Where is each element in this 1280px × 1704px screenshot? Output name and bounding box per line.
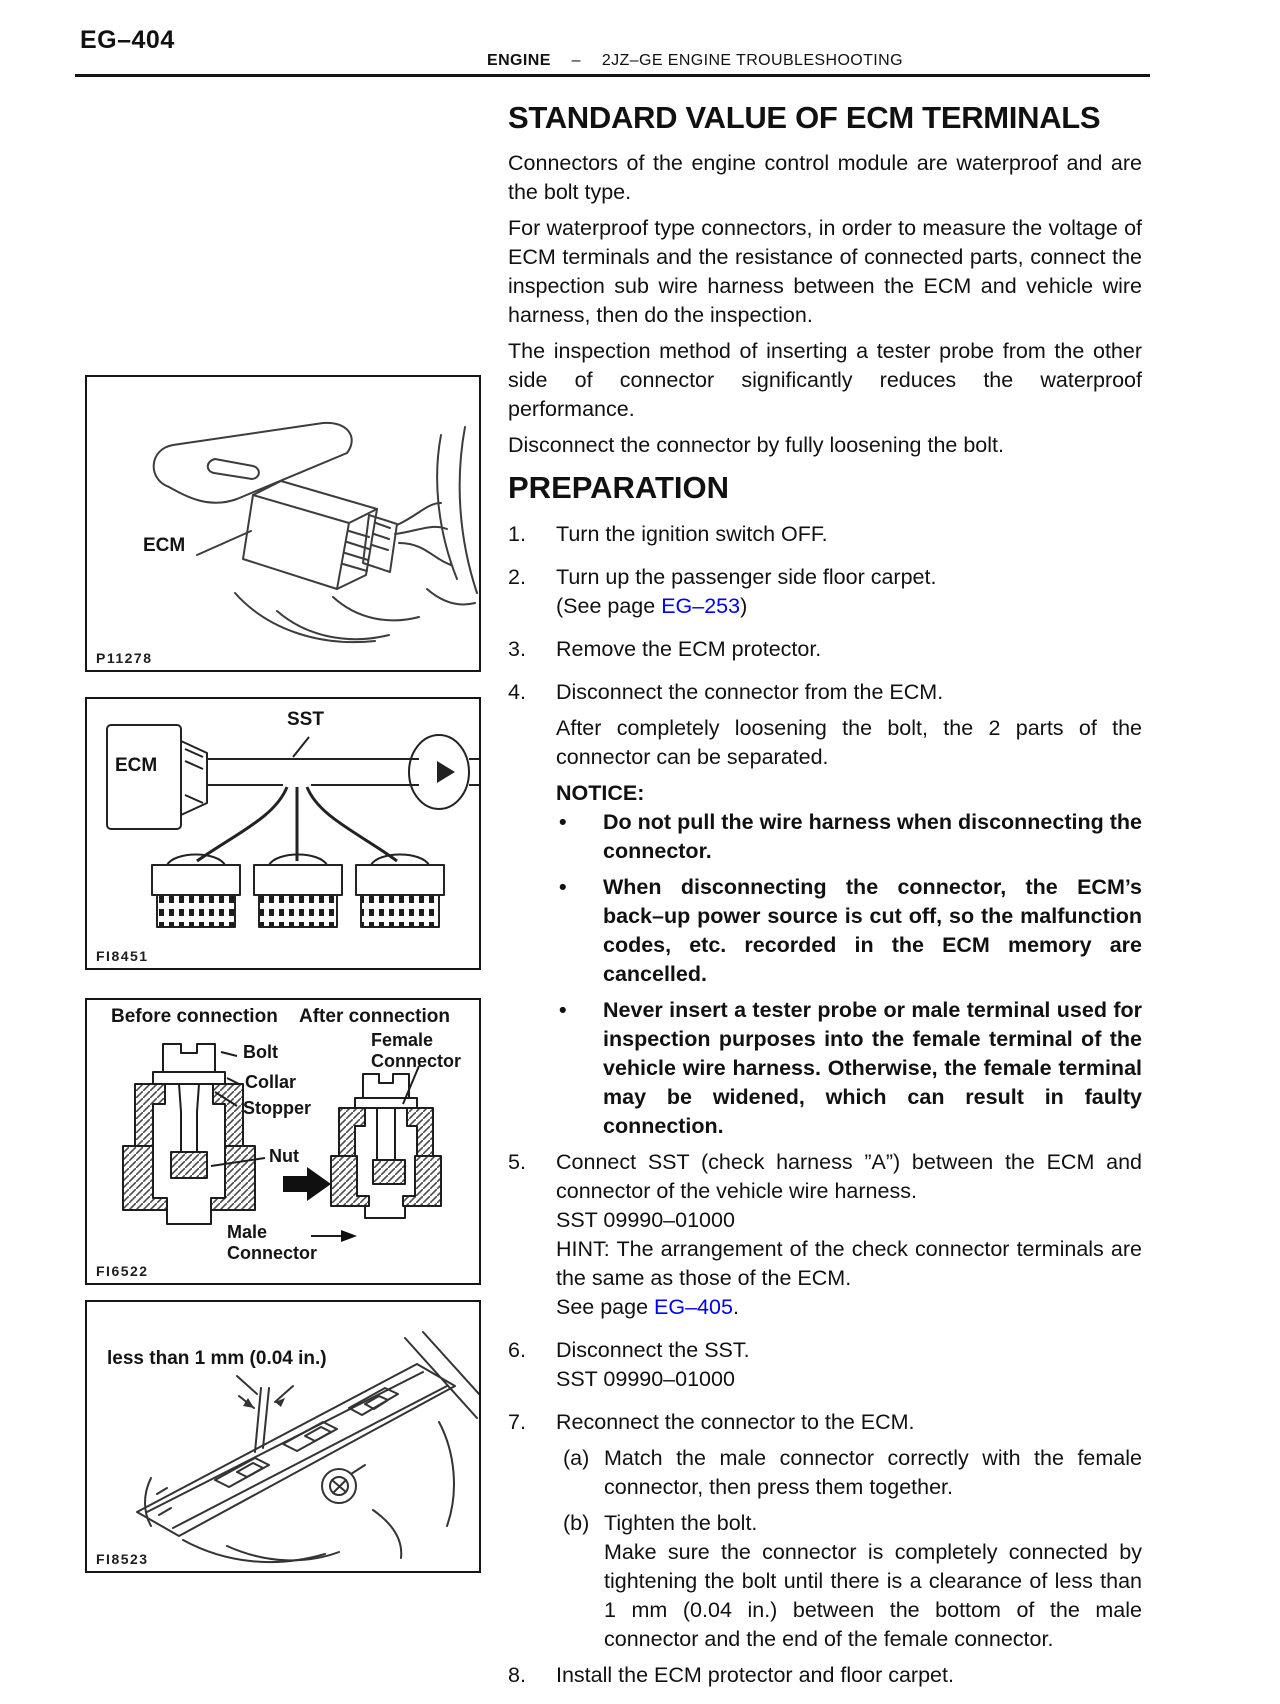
bolt-label: Bolt: [243, 1042, 278, 1062]
substep-a: [556, 1444, 1142, 1509]
notice-label: NOTICE:: [556, 781, 645, 805]
see-page-line: [556, 1293, 1142, 1322]
step-number: 6.: [508, 1338, 526, 1362]
step-text: Turn up the passenger side floor carpet.: [556, 565, 937, 589]
step-number: 4.: [508, 680, 526, 704]
sst-harness-drawing: [87, 699, 479, 968]
step-3: [508, 635, 1142, 671]
figure-code: FI6522: [96, 1263, 149, 1279]
header-separator: –: [571, 52, 581, 69]
collar-label: Collar: [245, 1072, 297, 1092]
paragraph: Connectors of the engine control module are waterproof and are the bolt type.: [508, 151, 1142, 204]
ecm-location-drawing: [87, 377, 479, 670]
figure-sst-harness: [85, 697, 481, 970]
running-header: [110, 52, 1280, 70]
section-title-preparation: PREPARATION: [508, 470, 730, 505]
figure-connector-section: [85, 998, 481, 1285]
see-page-suffix: ): [740, 594, 748, 618]
bullet-glyph: •: [559, 998, 567, 1022]
page-link-eg-405[interactable]: EG–405: [654, 1295, 733, 1319]
male-connector-label: Male Connector: [227, 1222, 317, 1263]
substep-label: (a): [563, 1446, 590, 1470]
sst-callout-label: SST: [287, 709, 324, 730]
step-7: [508, 1408, 1142, 1654]
paragraph: Disconnect the connector by fully loosening the bolt.: [508, 433, 1004, 457]
step-2: [508, 563, 1142, 628]
step-number: 7.: [508, 1410, 526, 1434]
notice-text: When disconnecting the connector, the ECM’s back–up power source is cut off, so the malfunction codes, etc. recorded in the ECM memory are cancelled.: [603, 875, 1142, 986]
step-text: Install the ECM protector and floor carpet.: [556, 1663, 954, 1687]
step-text: Turn the ignition switch OFF.: [556, 522, 828, 546]
step-text: Connect SST (check harness ”A”) between the ECM and connector of the vehicle wire harness.: [556, 1150, 1142, 1203]
figure-code: P11278: [96, 650, 153, 666]
see-page-suffix: .: [732, 1295, 739, 1319]
figure-clearance-check: [85, 1300, 481, 1573]
see-page-prefix: (See page: [556, 594, 662, 618]
step-number: 1.: [508, 522, 526, 546]
paragraph: The inspection method of inserting a tester probe from the other side of connector significantly reduces the waterproof performance.: [508, 339, 1142, 421]
step-1: [508, 520, 1142, 556]
text-column: [508, 100, 1142, 1704]
notice-item: [556, 996, 1142, 1141]
ecm-callout-label: ECM: [115, 755, 158, 776]
step-5: [508, 1148, 1142, 1329]
substep-b: [556, 1509, 1142, 1654]
notice-text: Never insert a tester probe or male terminal used for inspection purposes into the female terminal of the vehicle wire harness. Otherwise, the female terminal may be widened, which can result in faulty connection.: [603, 998, 1142, 1138]
sst-number: SST 09990–01000: [556, 1367, 735, 1391]
step-text: Remove the ECM protector.: [556, 637, 822, 661]
step-number: 5.: [508, 1150, 526, 1174]
female-connector-label: Female Connector: [371, 1030, 461, 1071]
header-rule: [75, 74, 1150, 77]
bullet-glyph: •: [559, 810, 567, 834]
step-number: 8.: [508, 1663, 526, 1687]
paragraph: For waterproof type connectors, in order to measure the voltage of ECM terminals and the resistance of connected parts, connect the inspection sub wire harness between the ECM and vehicle wire harness, then do the inspection.: [508, 216, 1142, 327]
notice-text: Do not pull the wire harness when disconnecting the connector.: [603, 810, 1142, 863]
bullet-glyph: •: [559, 875, 567, 899]
step-number: 3.: [508, 637, 526, 661]
page-number: EG–404: [80, 26, 175, 54]
step-text: Disconnect the SST.: [556, 1338, 750, 1362]
notice-item: [556, 808, 1142, 873]
clearance-drawing: [87, 1302, 479, 1571]
step-text: Disconnect the connector from the ECM.: [556, 680, 944, 704]
notice-item: [556, 873, 1142, 996]
header-section: ENGINE: [487, 52, 551, 69]
before-connection-label: Before connection: [111, 1006, 278, 1027]
substep-detail: Make sure the connector is completely connected by tightening the bolt until there is a clearance of less than 1 mm (0.04 in.) between the bottom of the male connector and the end of the female connector.: [604, 1540, 1142, 1651]
substep-label: (b): [563, 1511, 590, 1535]
figure-ecm-location: [85, 375, 481, 672]
step-note: After completely loosening the bolt, the 2 parts of the connector can be separated.: [556, 716, 1142, 769]
substep-text: Match the male connector correctly with the female connector, then press them together.: [604, 1446, 1142, 1499]
substep-text: Tighten the bolt.: [604, 1511, 758, 1535]
ecm-callout-label: ECM: [143, 535, 186, 556]
step-4: [508, 678, 1142, 1141]
clearance-callout-label: less than 1 mm (0.04 in.): [107, 1348, 327, 1369]
see-page-prefix: See page: [556, 1295, 655, 1319]
step-6: [508, 1336, 1142, 1401]
hint-text: HINT: The arrangement of the check connector terminals are the same as those of the ECM.: [556, 1237, 1142, 1290]
header-title: 2JZ–GE ENGINE TROUBLESHOOTING: [601, 52, 903, 69]
nut-label: Nut: [269, 1146, 299, 1166]
page-title: STANDARD VALUE OF ECM TERMINALS: [508, 100, 1101, 135]
see-page-line: [556, 592, 1142, 621]
figure-code: FI8451: [96, 948, 149, 964]
after-connection-label: After connection: [299, 1006, 450, 1027]
figure-code: FI8523: [96, 1551, 149, 1567]
step-8: [508, 1661, 1142, 1697]
step-number: 2.: [508, 565, 526, 589]
page-link-eg-253[interactable]: EG–253: [661, 594, 741, 618]
stopper-label: Stopper: [243, 1098, 312, 1118]
sst-number: SST 09990–01000: [556, 1208, 735, 1232]
step-text: Reconnect the connector to the ECM.: [556, 1410, 915, 1434]
